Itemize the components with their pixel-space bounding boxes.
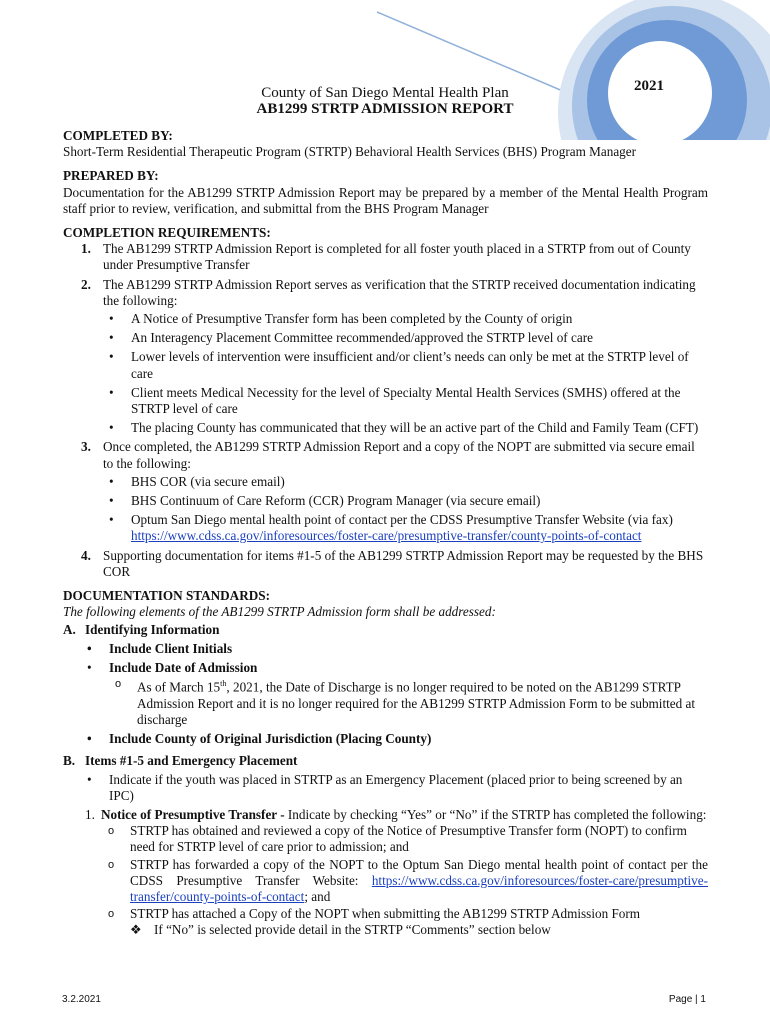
report-year: 2021: [634, 78, 664, 94]
bullet-list: [103, 474, 708, 545]
note-item: [130, 922, 708, 938]
nopt-item: [63, 807, 708, 823]
list-item: [81, 276, 708, 437]
bullet-item: • Lower levels of intervention were insufficient and/or client’s needs can only be met at the STRTP level of care: [131, 349, 708, 381]
superscript: th: [220, 679, 227, 689]
prepared-by-heading: PREPARED BY:: [63, 168, 159, 184]
header-county: County of San Diego Mental Health Plan: [261, 85, 509, 101]
sub-list: [109, 676, 708, 728]
section-b-title: [63, 753, 708, 769]
header-decoration: [0, 0, 770, 140]
bullet-item: • An Interagency Placement Committee recommended/approved the STRTP level of care: [131, 330, 708, 346]
item-number: 1.: [81, 241, 91, 257]
completion-list: [63, 241, 708, 580]
bullet-item: • BHS COR (via secure email): [131, 474, 708, 490]
bullet-item: • Include County of Original Jurisdiction (Placing County): [109, 731, 708, 747]
section-a-list: [63, 641, 708, 748]
item-number-value: 1: [85, 806, 92, 822]
item-number: 3.: [81, 439, 91, 455]
sub-text: As of March 15: [137, 679, 221, 695]
bullet-item: [131, 512, 708, 544]
nopt-sub-list: [63, 823, 708, 938]
bullet-item: • Include Client Initials: [109, 641, 708, 657]
bullet-item: • A Notice of Presumptive Transfer form has been completed by the County of origin: [131, 311, 708, 327]
section-title: Identifying Information: [85, 622, 220, 638]
prepared-by-text: Documentation for the AB1299 STRTP Admission Report may be prepared by a member of the Mental Health Program staff prior to review, verification, and submittal from the BHS Program Manager: [63, 184, 708, 216]
nopt-title: Notice of Presumptive Transfer -: [101, 806, 285, 822]
doc-standards-heading: DOCUMENTATION STANDARDS:: [63, 588, 270, 604]
item-text: Once completed, the AB1299 STRTP Admission Report and a copy of the NOPT are submitted via secure email to the following:: [103, 439, 695, 471]
completed-by-heading: COMPLETED BY:: [63, 128, 173, 143]
section-a-title: [63, 622, 708, 638]
nopt-text: Indicate by checking “Yes” or “No” if the STRTP has completed the following:: [287, 806, 707, 822]
item-number: 1.: [85, 806, 95, 822]
diamond-bullet-icon: ❖: [130, 922, 142, 938]
bullet-item: • Indicate if the youth was placed in STRTP as an Emergency Placement (placed prior to being screened by an IPC): [109, 772, 708, 804]
bullet-text: Include Date of Admission: [109, 659, 258, 675]
section-b-list: [63, 772, 708, 804]
sub-item: [130, 906, 708, 938]
section-title: Items #1-5 and Emergency Placement: [85, 753, 298, 769]
sub-text: STRTP has attached a Copy of the NOPT when submitting the AB1299 STRTP Admission Form: [130, 906, 641, 922]
sub-item: [137, 676, 708, 728]
document-body: [63, 128, 708, 940]
cdss-contact-link[interactable]: https://www.cdss.ca.gov/inforesources/foster-care/presumptive-transfer/county-points-of-contact: [131, 528, 642, 544]
item-number: 2.: [81, 276, 91, 292]
completion-heading: COMPLETION REQUIREMENTS:: [63, 225, 271, 241]
doc-standards-intro: The following elements of the AB1299 STRTP Admission form shall be addressed:: [63, 604, 496, 620]
list-item: [81, 439, 708, 544]
completed-by-text: Short-Term Residential Therapeutic Program (STRTP) Behavioral Health Services (BHS) Program Manager: [63, 144, 637, 160]
section-letter: B.: [63, 753, 76, 769]
item-text: The AB1299 STRTP Admission Report is completed for all foster youth placed in a STRTP from out of County under Presumptive Transfer: [103, 241, 691, 273]
list-item: [81, 547, 708, 580]
list-item: [81, 241, 708, 273]
section-letter: A.: [63, 622, 76, 638]
bullet-item: • BHS Continuum of Care Reform (CCR) Program Manager (via secure email): [131, 493, 708, 509]
bullet-item: • Client meets Medical Necessity for the level of Specialty Mental Health Services (SMHS) offered at the STRTP level of care: [131, 385, 708, 417]
footer-date: 3.2.2021: [62, 994, 101, 1005]
sub-text: ; and: [304, 888, 331, 904]
item-number: 4.: [81, 547, 91, 563]
cdss-contact-link[interactable]: https://www.cdss.ca.gov/inforesources/foster-care/presumptive-transfer/county-points-of-contact: [130, 872, 708, 904]
sub-item: [130, 857, 708, 906]
bullet-item: • The placing County has communicated that they will be an active part of the Child and Family Team (CFT): [131, 420, 708, 436]
sub-text: , 2021, the Date of Discharge is no longer required to be noted on the AB1299 STRTP Admission Report and it is no longer required for the AB1299 STRTP Admission Form to be submitted at discharge: [137, 679, 696, 727]
bullet-item: [109, 660, 708, 728]
item-text: Supporting documentation for items #1-5 of the AB1299 STRTP Admission Report may be requested by the BHS COR: [103, 547, 704, 579]
bullet-text: Optum San Diego mental health point of contact per the CDSS Presumptive Transfer Website (via fax): [131, 512, 673, 528]
sub-item: o STRTP has obtained and reviewed a copy of the Notice of Presumptive Transfer form (NOPT) to confirm need for STRTP level of care prior to admission; and: [130, 823, 708, 855]
page-number: Page | 1: [668, 994, 706, 1005]
item-text: The AB1299 STRTP Admission Report serves as verification that the STRTP received documentation indicating the following:: [103, 276, 696, 308]
note-text: If “No” is selected provide detail in the STRTP “Comments” section below: [154, 922, 551, 938]
sub-text: STRTP has forwarded a copy of the NOPT to the Optum San Diego mental health point of contact per the CDSS Presumptive Transfer Website:: [130, 856, 708, 888]
bullet-list: [103, 311, 708, 436]
page-title: AB1299 STRTP ADMISSION REPORT: [256, 101, 514, 117]
